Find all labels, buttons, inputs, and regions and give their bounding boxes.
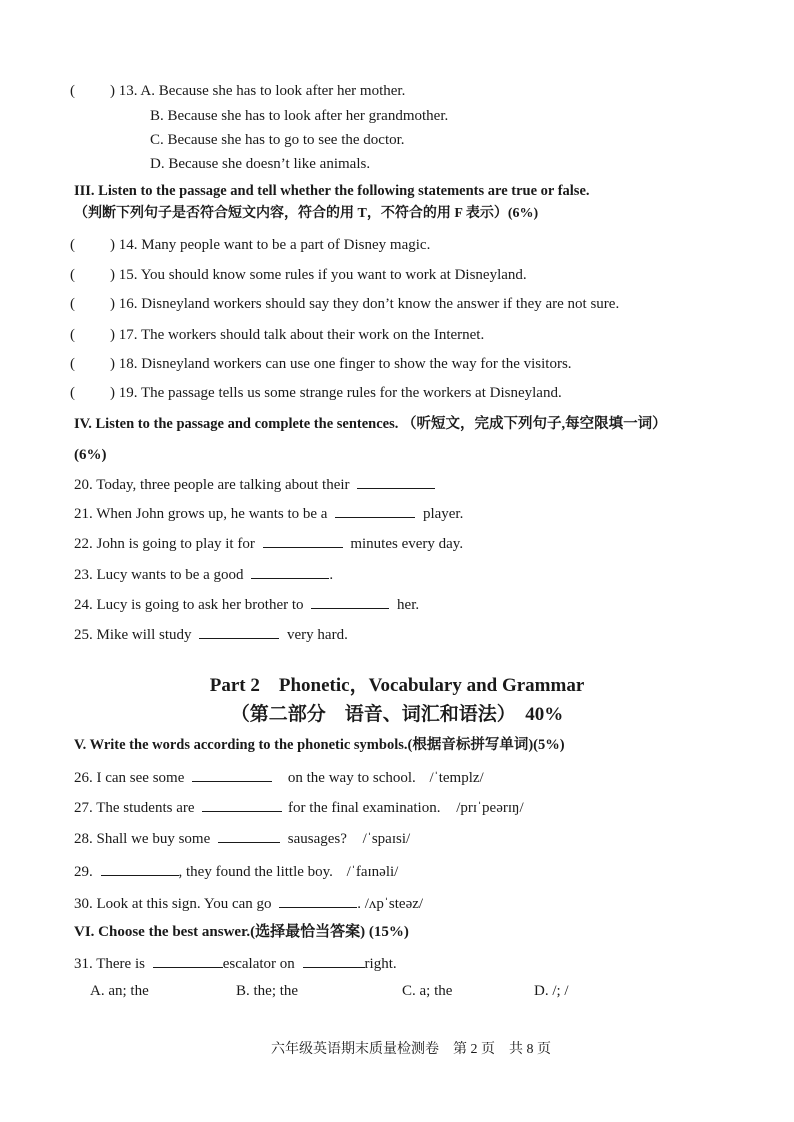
q23-text: 23. Lucy wants to be a good xyxy=(74,567,244,583)
q28-blank[interactable] xyxy=(218,828,280,843)
q27-text: 27. The students are xyxy=(74,800,195,816)
q31-option-b[interactable]: B. the; the xyxy=(236,983,299,999)
section6-heading xyxy=(74,923,409,941)
q26-text: 26. I can see some xyxy=(74,770,185,786)
section6-heading-cn: (选择最恰当答案) (15%) xyxy=(250,924,409,940)
q30-text: 30. Look at this sign. You can go xyxy=(74,896,272,912)
section4-heading xyxy=(74,415,667,433)
q26-text-end: on the way to school. xyxy=(287,770,416,786)
answer-paren-open[interactable]: ( xyxy=(70,385,75,401)
q25-row xyxy=(74,624,348,644)
q26-blank[interactable] xyxy=(192,767,272,782)
q31-blank-1[interactable] xyxy=(153,953,223,968)
q24-text-end: her. xyxy=(397,597,420,613)
q13-option-b: B. Because she has to look after her grandmother. xyxy=(150,108,449,124)
section5-heading: V. Write the words according to the phonetic symbols.(根据音标拼写单词)(5%) xyxy=(74,737,565,753)
answer-paren-open[interactable]: ( xyxy=(70,296,75,312)
q13-row xyxy=(70,82,405,100)
answer-paren-open[interactable]: ( xyxy=(70,356,75,372)
q24-row xyxy=(74,594,419,614)
q25-blank[interactable] xyxy=(199,624,279,639)
q24-blank[interactable] xyxy=(311,594,389,609)
q30-blank[interactable] xyxy=(279,893,357,908)
q21-text: 21. When John grows up, he wants to be a xyxy=(74,506,328,522)
q28-phonetic: /ˈspaɪsi/ xyxy=(362,831,411,847)
q27-blank[interactable] xyxy=(202,797,282,812)
q14-row xyxy=(70,236,430,254)
q15-row xyxy=(70,266,527,284)
q28-text: 28. Shall we buy some xyxy=(74,831,211,847)
part2-title: Part 2 Phonetic，Vocabulary and Grammar xyxy=(209,675,585,696)
q29-text-end: , they found the little boy. xyxy=(178,864,333,880)
q21-row xyxy=(74,503,463,523)
q29-row xyxy=(74,861,398,881)
q31-option-c[interactable]: C. a; the xyxy=(402,983,453,999)
q30-row xyxy=(74,893,423,913)
q23-row xyxy=(74,564,333,584)
answer-paren-open[interactable]: ( xyxy=(70,237,75,253)
q20-row xyxy=(74,474,439,494)
section4-score: (6%) xyxy=(74,447,107,463)
q13-stem: 13. A. Because she has to look after her mother. xyxy=(118,83,406,99)
q22-row xyxy=(74,533,463,553)
q24-text: 24. Lucy is going to ask her brother to xyxy=(74,597,304,613)
q31-text: 31. There is xyxy=(74,956,145,972)
q19-text: ) 19. The passage tells us some strange rules for the workers at Disneyland. xyxy=(110,385,562,401)
section3-subheading: （判断下列句子是否符合短文内容，符合的用 T，不符合的用 F 表示）(6%) xyxy=(74,206,539,221)
q31-text-end: right. xyxy=(364,956,397,972)
q26-row xyxy=(74,767,484,787)
q28-row xyxy=(74,828,410,848)
q22-text-end: minutes every day. xyxy=(350,536,464,552)
q15-text: ) 15. You should know some rules if you want to work at Disneyland. xyxy=(110,267,527,283)
section6-heading-en: VI. Choose the best answer. xyxy=(74,924,251,940)
q25-text: 25. Mike will study xyxy=(74,627,192,643)
q31-option-a[interactable]: A. an; the xyxy=(90,983,149,999)
q31-option-d[interactable]: D. /; / xyxy=(534,983,569,999)
section4-heading-en: IV. Listen to the passage and complete the sentences. xyxy=(74,416,399,432)
q28-text-end: sausages? xyxy=(287,831,347,847)
q19-row xyxy=(70,384,562,402)
q29-blank[interactable] xyxy=(101,861,179,876)
q30-text-end: . /ʌpˈsteəz/ xyxy=(357,896,424,912)
q21-text-end: player. xyxy=(422,506,464,522)
q20-text: 20. Today, three people are talking about their xyxy=(74,477,350,493)
q26-phonetic: /ˈtemplz/ xyxy=(429,770,484,786)
answer-paren-open[interactable]: ( xyxy=(70,267,75,283)
q23-text-end: . xyxy=(329,567,334,583)
q20-blank[interactable] xyxy=(357,474,435,489)
q14-text: ) 14. Many people want to be a part of Disney magic. xyxy=(110,237,431,253)
q21-blank[interactable] xyxy=(335,503,415,518)
answer-paren-open[interactable]: ( xyxy=(70,83,75,99)
q29-text: 29. xyxy=(74,864,93,880)
q29-phonetic: /ˈfaɪnəli/ xyxy=(346,864,399,880)
q18-row xyxy=(70,355,572,373)
q27-text-end: for the final examination. xyxy=(288,800,441,816)
q27-row xyxy=(74,797,524,817)
q31-row xyxy=(74,953,397,973)
q16-text: ) 16. Disneyland workers should say they don’t know the answer if they are not sure. xyxy=(110,296,620,312)
section4-heading-cn: （听短文，完成下列句子,每空限填一词） xyxy=(402,416,667,432)
q13-option-c: C. Because she has to go to see the doctor. xyxy=(150,132,405,148)
q22-blank[interactable] xyxy=(263,533,343,548)
q17-row xyxy=(70,326,484,344)
q22-text: 22. John is going to play it for xyxy=(74,536,255,552)
answer-paren-close: ) xyxy=(110,83,115,99)
q16-row xyxy=(70,295,619,313)
section3-heading: III. Listen to the passage and tell whether the following statements are true or false. xyxy=(74,183,590,199)
q18-text: ) 18. Disneyland workers can use one finger to show the way for the visitors. xyxy=(110,356,572,372)
part2-subtitle: （第二部分 语音、词汇和语法） 40% xyxy=(230,704,564,725)
page-footer: 六年级英语期末质量检测卷 第 2 页 共 8 页 xyxy=(271,1042,551,1057)
answer-paren-open[interactable]: ( xyxy=(70,327,75,343)
q27-phonetic: /prɪˈpeərɪŋ/ xyxy=(456,800,524,816)
q13-option-d: D. Because she doesn’t like animals. xyxy=(150,156,371,172)
q17-text: ) 17. The workers should talk about their work on the Internet. xyxy=(110,327,485,343)
q23-blank[interactable] xyxy=(251,564,329,579)
q31-blank-2[interactable] xyxy=(303,953,365,968)
q25-text-end: very hard. xyxy=(287,627,348,643)
q31-text-mid: escalator on xyxy=(222,956,295,972)
